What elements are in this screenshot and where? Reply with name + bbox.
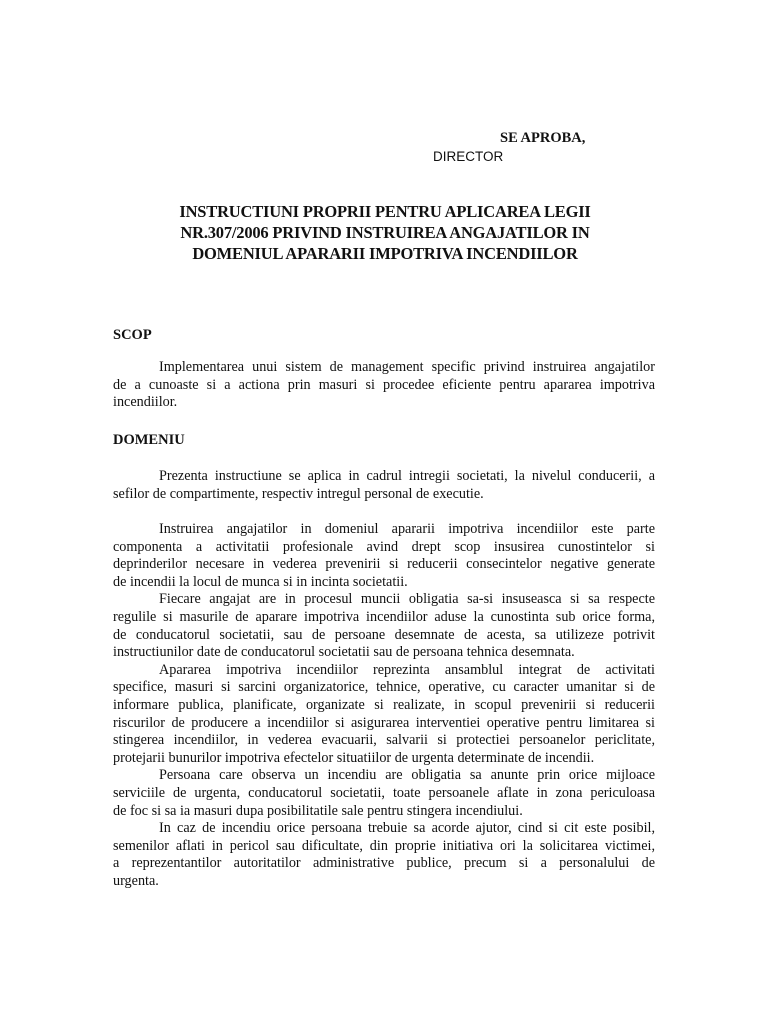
text-line: Instruirea angajatilor in domeniul apararii impotriva incendiilor este parte [159, 521, 655, 537]
text-line: informare publica, planificate, organizate si realizate, in scopul prevenirii si reducerii [113, 696, 655, 713]
text-line: de incendii la locul de munca si in incinta societatii. [113, 573, 408, 590]
section-heading-scop: SCOP [113, 327, 152, 343]
text-line: a reprezentantilor autoritatilor administrative publice, precum si a personalului de [113, 855, 655, 872]
paragraph-domeniu-2 [113, 521, 655, 890]
text-line: Apararea impotriva incendiilor reprezinta ansamblul integrat de activitati [159, 661, 655, 678]
text-line: Fiecare angajat are in procesul muncii obligatia sa-si insuseasca si sa respecte [159, 591, 655, 608]
text-line: stingerea incendiilor, in vederea evacuarii, salvarii si protectiei persoanelor periclitate, [113, 732, 655, 749]
text-line: In caz de incendiu orice persoana trebuie sa acorde ajutor, cind si cit este posibil, [159, 820, 655, 837]
text-line: de a cunoaste si a actiona prin masuri si procedee eficiente pentru apararea impotriva [113, 376, 655, 393]
text-line: urgenta. [113, 872, 159, 889]
text-line: protejarii bunurilor impotriva efectelor situatiilor de urgenta determinate de incendii. [113, 749, 595, 766]
document-title-line: INSTRUCTIUNI PROPRII PENTRU APLICAREA LEGII [179, 202, 591, 221]
document-title-line: DOMENIUL APARARII IMPOTRIVA INCENDIILOR [192, 244, 578, 263]
text-line: semenilor aflati in pericol sau dificultate, din proprie initiativa ori la solicitarea victimei, [113, 837, 655, 854]
document-title [120, 201, 650, 264]
paragraph-domeniu-1 [113, 468, 655, 503]
text-line: instructiunilor date de conducatorul societatii sau de persoana tehnica desemnata. [113, 644, 575, 661]
text-line: specifice, masuri si sarcini organizatorice, tehnice, operative, cu caracter umanitar si de [113, 679, 655, 696]
text-line: incendiilor. [113, 394, 178, 411]
approval-heading [500, 129, 585, 147]
text-line: sefilor de compartimente, respectiv intregul personal de executie. [113, 485, 484, 502]
text-line: riscurilor de producere a incendiilor si asigurarea interventiei operative pentru limitarea si [113, 714, 655, 731]
text-line: Prezenta instructiune se aplica in cadrul intregii societati, la nivelul conducerii, a [159, 468, 655, 484]
text-line: Implementarea unui sistem de management specific privind instruirea angajatilor [159, 359, 655, 375]
approval-role: DIRECTOR [433, 149, 504, 164]
text-line: componenta a activitatii profesionale avind drept scop insusirea cunostintelor si [113, 538, 655, 555]
text-line: de foc si sa ia masuri dupa posibilitatile sale pentru stingera incendiului. [113, 802, 523, 819]
document-title-line: NR.307/2006 PRIVIND INSTRUIREA ANGAJATILOR IN [180, 223, 590, 242]
text-line: regulile si masurile de aparare impotriva incendiilor aduse la cunostinta sub orice forma, [113, 608, 655, 625]
approval-title: SE APROBA, [500, 130, 586, 146]
text-line: serviciile de urgenta, conducatorul societatii, toate persoanele aflate in zona periculoasa [113, 784, 655, 801]
text-line: deprinderilor necesare in vederea prevenirii si reducerii consecintelor negative generate [113, 556, 655, 573]
paragraph-scop [113, 359, 655, 412]
text-line: de conducatorul societatii, sau de persoane desemnate de acesta, sa utilizeze potrivit [113, 626, 655, 643]
section-heading-domeniu: DOMENIU [113, 432, 185, 448]
text-line: Persoana care observa un incendiu are obligatia sa anunte prin orice mijloace [159, 767, 655, 784]
